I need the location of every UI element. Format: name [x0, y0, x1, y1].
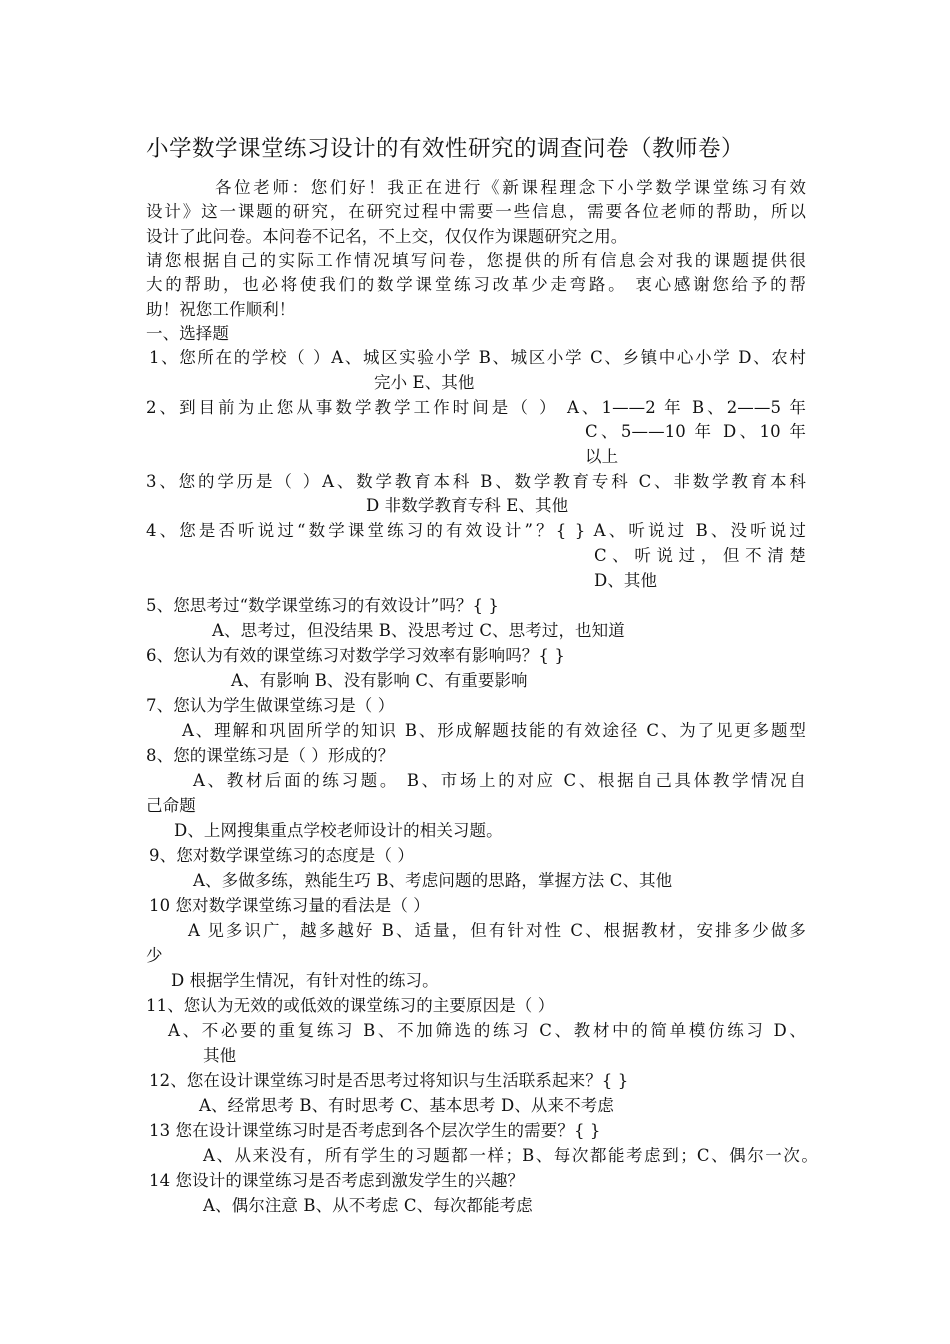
question-line: 11、您认为无效的或低效的课堂练习的主要原因是（ ） — [146, 996, 555, 1015]
intro-line: 设计》这一课题的研究，在研究过程中需要一些信息，需要各位老师的帮助，所以 — [146, 202, 806, 221]
question-line: A、偶尔注意 B、从不考虑 C、每次都能考虑 — [203, 1196, 533, 1215]
question-line: A、思考过，但没结果 B、没思考过 C、思考过，也知道 — [212, 621, 625, 640]
question-line: D、其他 — [594, 571, 658, 590]
question-line: 完小 E、其他 — [374, 373, 475, 392]
question-line: 少 — [146, 946, 163, 965]
question-line: 10 您对数学课堂练习量的看法是（ ） — [149, 896, 430, 915]
question-line: 4、您是否听说过“数学课堂练习的有效设计”？{ } A、听说过 B、没听说过 — [146, 521, 806, 540]
intro-line: 各位老师：您们好！我正在进行《新课程理念下小学数学课堂练习有效 — [215, 178, 806, 197]
question-line: 3、您的学历是（ ）A、数学教育本科 B、数学教育专科 C、非数学教育本科 — [146, 472, 806, 491]
intro-line: 助！祝您工作顺利！ — [146, 300, 296, 319]
question-line: A 见多识广，越多越好 B、适量，但有针对性 C、根据教材，安排多少做多 — [188, 921, 806, 940]
question-line: A、理解和巩固所学的知识 B、形成解题技能的有效途径 C、为了见更多题型 — [182, 721, 806, 740]
question-line: C、5——10 年 D、10 年 — [585, 422, 806, 441]
question-line: D、上网搜集重点学校老师设计的相关习题。 — [174, 821, 503, 840]
question-line: A、经常思考 B、有时思考 C、基本思考 D、从来不考虑 — [199, 1096, 614, 1115]
question-line: A、有影响 B、没有影响 C、有重要影响 — [231, 671, 528, 690]
question-line: A、多做多练，熟能生巧 B、考虑问题的思路，掌握方法 C、其他 — [193, 871, 673, 890]
question-line: 12、您在设计课堂练习时是否思考过将知识与生活联系起来？{ } — [149, 1071, 629, 1090]
page-title: 小学数学课堂练习设计的有效性研究的调查问卷（教师卷） — [146, 136, 745, 162]
question-line: 1、您所在的学校（ ）A、城区实验小学 B、城区小学 C、乡镇中心小学 D、农村 — [149, 348, 806, 367]
question-line: 以上 — [585, 447, 619, 466]
question-line: A、不必要的重复练习 B、不加筛选的练习 C、教材中的简单模仿练习 D、 — [168, 1021, 806, 1040]
intro-line: 大的帮助，也必将使我们的数学课堂练习改革少走弯路。 衷心感谢您给予的帮 — [146, 275, 806, 294]
question-line: 6、您认为有效的课堂练习对数学学习效率有影响吗？{ } — [146, 646, 565, 665]
question-line: D 根据学生情况，有针对性的练习。 — [171, 971, 439, 990]
question-line: 5、您思考过“数学课堂练习的有效设计”吗？{ } — [146, 596, 500, 615]
intro-line: 请您根据自己的实际工作情况填写问卷，您提供的所有信息会对我的课题提供很 — [146, 251, 806, 270]
question-line: 13 您在设计课堂练习时是否考虑到各个层次学生的需要？{ } — [149, 1121, 601, 1140]
question-line: 8、您的课堂练习是（ ）形成的？ — [146, 746, 395, 765]
question-line: 2、到目前为止您从事数学教学工作时间是（ ） A、1——2 年 B、2——5 年 — [146, 398, 806, 417]
section-heading: 一、选择题 — [146, 324, 229, 343]
question-line: 其他 — [203, 1046, 237, 1065]
question-line: D 非数学教育专科 E、其他 — [366, 496, 569, 515]
question-line: 14 您设计的课堂练习是否考虑到激发学生的兴趣？ — [149, 1171, 525, 1190]
question-line: C 、 听 说 过 ， 但 不 清 楚 — [594, 546, 806, 565]
question-line: 己命题 — [146, 796, 196, 815]
question-line: 7、您认为学生做课堂练习是（ ） — [146, 696, 395, 715]
question-line: A、从来没有，所有学生的习题都一样；B、每次都能考虑到；C、偶尔一次。 — [203, 1146, 818, 1165]
question-line: A、教材后面的练习题。 B、市场上的对应 C、根据自己具体教学情况自 — [193, 771, 806, 790]
intro-line: 设计了此问卷。本问卷不记名，不上交，仅仅作为课题研究之用。 — [146, 227, 628, 246]
question-line: 9、您对数学课堂练习的态度是（ ） — [149, 846, 414, 865]
